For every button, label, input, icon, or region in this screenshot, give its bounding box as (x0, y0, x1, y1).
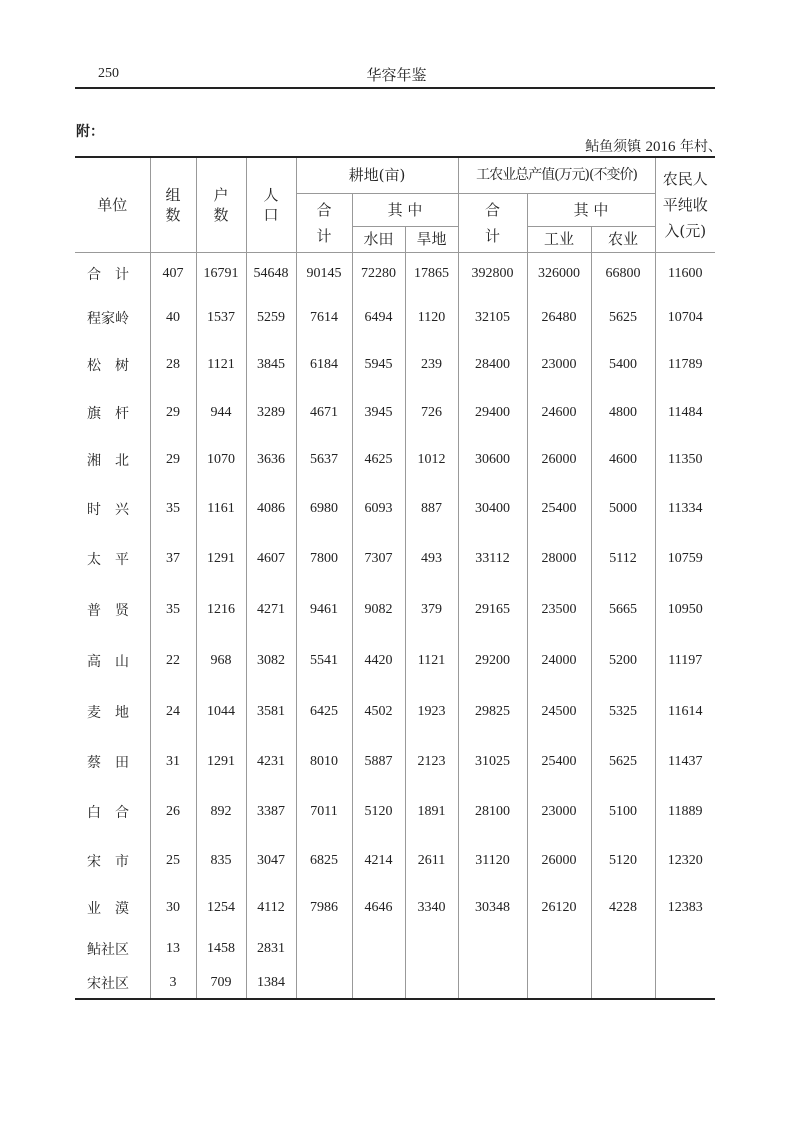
table-cell (352, 930, 405, 968)
row-unit-name: 蔡 田 (75, 737, 150, 787)
running-header-title: 华容年鉴 (366, 66, 427, 84)
table-cell: 4800 (591, 389, 655, 436)
table-cell: 5259 (246, 295, 296, 340)
table-cell: 7307 (352, 534, 405, 584)
table-row (75, 534, 715, 584)
table-cell: 3945 (352, 389, 405, 436)
table-cell: 7986 (296, 885, 352, 930)
row-unit-name: 业 漠 (75, 885, 150, 930)
table-row (75, 436, 715, 484)
table-cell: 54648 (246, 252, 296, 295)
table-cell: 24 (150, 686, 196, 737)
table-cell: 239 (405, 340, 458, 389)
header-population: 人口 (246, 157, 296, 252)
table-cell: 7800 (296, 534, 352, 584)
table-cell: 4625 (352, 436, 405, 484)
header-unit: 单位 (75, 157, 150, 252)
table-cell: 32105 (458, 295, 527, 340)
header-farmland-total: 合计 (296, 193, 352, 252)
table-cell (296, 968, 352, 999)
header-output: 工农业总产值(万元)(不变价) (458, 157, 655, 193)
table-cell: 11889 (655, 787, 715, 837)
table-cell: 1120 (405, 295, 458, 340)
table-cell: 66800 (591, 252, 655, 295)
table-cell: 407 (150, 252, 196, 295)
table-cell: 4502 (352, 686, 405, 737)
table-cell: 33112 (458, 534, 527, 584)
table-cell: 30 (150, 885, 196, 930)
table-cell: 3 (150, 968, 196, 999)
table-cell: 5100 (591, 787, 655, 837)
row-unit-name: 时 兴 (75, 484, 150, 534)
table-cell: 1121 (405, 635, 458, 686)
table-cell: 887 (405, 484, 458, 534)
table-row (75, 340, 715, 389)
table-cell: 16791 (196, 252, 246, 295)
table-cell: 3289 (246, 389, 296, 436)
header-dry: 旱地 (405, 226, 458, 252)
row-unit-name: 高 山 (75, 635, 150, 686)
table-cell: 5400 (591, 340, 655, 389)
table-cell: 29 (150, 389, 196, 436)
table-cell: 5637 (296, 436, 352, 484)
table-cell: 5625 (591, 737, 655, 787)
header-farmland: 耕地(亩) (296, 157, 458, 193)
table-cell: 29200 (458, 635, 527, 686)
table-cell: 12320 (655, 837, 715, 885)
table-cell: 28400 (458, 340, 527, 389)
table-row (75, 686, 715, 737)
table-cell: 6825 (296, 837, 352, 885)
appendix-label: 附： (76, 124, 104, 140)
row-unit-name: 麦 地 (75, 686, 150, 737)
table-cell: 1291 (196, 534, 246, 584)
table-cell: 326000 (527, 252, 591, 295)
table-cell: 835 (196, 837, 246, 885)
table-cell: 26480 (527, 295, 591, 340)
table-cell: 1384 (246, 968, 296, 999)
table-cell: 13 (150, 930, 196, 968)
row-unit-name: 程家岭 (75, 295, 150, 340)
table-cell: 3340 (405, 885, 458, 930)
table-cell: 1121 (196, 340, 246, 389)
table-cell: 4112 (246, 885, 296, 930)
table-cell (405, 968, 458, 999)
table-cell: 24600 (527, 389, 591, 436)
table-cell: 23000 (527, 787, 591, 837)
table-row (75, 737, 715, 787)
table-cell: 26120 (527, 885, 591, 930)
table-cell: 5625 (591, 295, 655, 340)
table-cell: 9461 (296, 584, 352, 635)
caption-suffix: 年村、 (680, 139, 722, 155)
table-cell (527, 930, 591, 968)
header-groups: 组数 (150, 157, 196, 252)
table-cell: 31 (150, 737, 196, 787)
table-cell: 379 (405, 584, 458, 635)
header-income: 农民人平纯收入(元) (655, 157, 715, 252)
table-cell: 5945 (352, 340, 405, 389)
table-cell: 40 (150, 295, 196, 340)
table-cell: 11600 (655, 252, 715, 295)
table-cell: 5887 (352, 737, 405, 787)
table-cell: 29825 (458, 686, 527, 737)
table-cell: 5200 (591, 635, 655, 686)
header-industry: 工业 (527, 226, 591, 252)
table-cell: 2831 (246, 930, 296, 968)
table-cell: 22 (150, 635, 196, 686)
table-cell: 30400 (458, 484, 527, 534)
table-row (75, 968, 715, 999)
table-cell: 7011 (296, 787, 352, 837)
table-cell: 10759 (655, 534, 715, 584)
table-cell: 72280 (352, 252, 405, 295)
table-cell: 709 (196, 968, 246, 999)
table-cell: 28 (150, 340, 196, 389)
table-cell: 11789 (655, 340, 715, 389)
table-cell: 28000 (527, 534, 591, 584)
table-cell: 1044 (196, 686, 246, 737)
table-cell: 26000 (527, 837, 591, 885)
table-cell (527, 968, 591, 999)
table-cell: 392800 (458, 252, 527, 295)
table-cell: 11437 (655, 737, 715, 787)
table-cell: 726 (405, 389, 458, 436)
table-cell: 25 (150, 837, 196, 885)
row-unit-name: 宋社区 (75, 968, 150, 999)
table-cell: 1254 (196, 885, 246, 930)
table-cell: 11484 (655, 389, 715, 436)
table-row (75, 295, 715, 340)
table-cell: 10704 (655, 295, 715, 340)
table-row (75, 484, 715, 534)
row-unit-name: 普 贤 (75, 584, 150, 635)
table-cell: 30348 (458, 885, 527, 930)
table-cell: 1216 (196, 584, 246, 635)
table-cell: 3387 (246, 787, 296, 837)
table-cell (591, 968, 655, 999)
row-unit-name: 白 合 (75, 787, 150, 837)
table-cell: 23500 (527, 584, 591, 635)
table-row (75, 389, 715, 436)
table-cell: 24500 (527, 686, 591, 737)
table-cell: 26000 (527, 436, 591, 484)
table-cell: 25400 (527, 484, 591, 534)
table-cell: 5120 (591, 837, 655, 885)
table-cell: 4600 (591, 436, 655, 484)
table-cell: 6425 (296, 686, 352, 737)
row-unit-name: 松 树 (75, 340, 150, 389)
table-cell: 90145 (296, 252, 352, 295)
table-cell: 1012 (405, 436, 458, 484)
table-cell: 4671 (296, 389, 352, 436)
table-cell (591, 930, 655, 968)
table-cell: 25400 (527, 737, 591, 787)
table-row (75, 837, 715, 885)
table-row (75, 252, 715, 295)
table-cell: 6980 (296, 484, 352, 534)
table-row (75, 787, 715, 837)
page-number: 250 (98, 66, 119, 81)
row-unit-name: 旗 杆 (75, 389, 150, 436)
table-row (75, 584, 715, 635)
table-cell: 8010 (296, 737, 352, 787)
table-cell: 4646 (352, 885, 405, 930)
table-cell: 2611 (405, 837, 458, 885)
header-rule (75, 87, 715, 89)
row-unit-name: 太 平 (75, 534, 150, 584)
table-cell: 1537 (196, 295, 246, 340)
table-cell: 11334 (655, 484, 715, 534)
table-cell: 6093 (352, 484, 405, 534)
header-output-of-which: 其 中 (527, 193, 655, 226)
caption-town: 鲇鱼须镇 (585, 139, 642, 155)
table-cell: 35 (150, 484, 196, 534)
table-cell: 11350 (655, 436, 715, 484)
table-cell: 5000 (591, 484, 655, 534)
header-households: 户数 (196, 157, 246, 252)
table-cell: 7614 (296, 295, 352, 340)
table-cell: 493 (405, 534, 458, 584)
header-paddy: 水田 (352, 226, 405, 252)
table-cell: 37 (150, 534, 196, 584)
table-cell: 6184 (296, 340, 352, 389)
table-cell: 4086 (246, 484, 296, 534)
table-cell: 1161 (196, 484, 246, 534)
table-cell: 892 (196, 787, 246, 837)
village-statistics-table (75, 156, 715, 1000)
table-cell: 29165 (458, 584, 527, 635)
table-cell: 11197 (655, 635, 715, 686)
table-row (75, 930, 715, 968)
table-cell: 4607 (246, 534, 296, 584)
table-cell: 3082 (246, 635, 296, 686)
table-cell: 1458 (196, 930, 246, 968)
table-cell (405, 930, 458, 968)
table-cell: 1070 (196, 436, 246, 484)
header-farmland-of-which: 其 中 (352, 193, 458, 226)
table-cell: 12383 (655, 885, 715, 930)
table-cell: 5325 (591, 686, 655, 737)
table-cell: 1923 (405, 686, 458, 737)
table-cell: 24000 (527, 635, 591, 686)
table-cell (352, 968, 405, 999)
table-cell: 28100 (458, 787, 527, 837)
table-cell: 5120 (352, 787, 405, 837)
table-row (75, 885, 715, 930)
table-cell: 5112 (591, 534, 655, 584)
row-unit-name: 宋 市 (75, 837, 150, 885)
table-cell: 17865 (405, 252, 458, 295)
table-cell: 4231 (246, 737, 296, 787)
table-cell (458, 968, 527, 999)
table-cell: 3581 (246, 686, 296, 737)
table-cell (296, 930, 352, 968)
table-cell: 26 (150, 787, 196, 837)
table-cell: 5541 (296, 635, 352, 686)
row-unit-name: 鲇社区 (75, 930, 150, 968)
table-cell: 10950 (655, 584, 715, 635)
header-agriculture: 农业 (591, 226, 655, 252)
table-cell: 4228 (591, 885, 655, 930)
header-output-total: 合计 (458, 193, 527, 252)
table-cell: 30600 (458, 436, 527, 484)
table-cell: 29 (150, 436, 196, 484)
table-cell: 2123 (405, 737, 458, 787)
table-cell: 6494 (352, 295, 405, 340)
table-cell: 944 (196, 389, 246, 436)
table-row (75, 635, 715, 686)
table-cell: 4420 (352, 635, 405, 686)
table-cell (655, 968, 715, 999)
table-cell (655, 930, 715, 968)
table-cell: 3845 (246, 340, 296, 389)
table-cell: 1891 (405, 787, 458, 837)
table-cell (458, 930, 527, 968)
table-cell: 4214 (352, 837, 405, 885)
table-cell: 968 (196, 635, 246, 686)
table-cell: 35 (150, 584, 196, 635)
table-cell: 23000 (527, 340, 591, 389)
table-cell: 9082 (352, 584, 405, 635)
row-unit-name: 合 计 (75, 252, 150, 295)
table-cell: 29400 (458, 389, 527, 436)
table-cell: 4271 (246, 584, 296, 635)
table-caption (585, 136, 722, 156)
row-unit-name: 湘 北 (75, 436, 150, 484)
table-cell: 1291 (196, 737, 246, 787)
table-cell: 3047 (246, 837, 296, 885)
table-cell: 31120 (458, 837, 527, 885)
table-cell: 5665 (591, 584, 655, 635)
caption-year: 2016 (645, 139, 676, 155)
table-cell: 3636 (246, 436, 296, 484)
table-cell: 11614 (655, 686, 715, 737)
table-cell: 31025 (458, 737, 527, 787)
